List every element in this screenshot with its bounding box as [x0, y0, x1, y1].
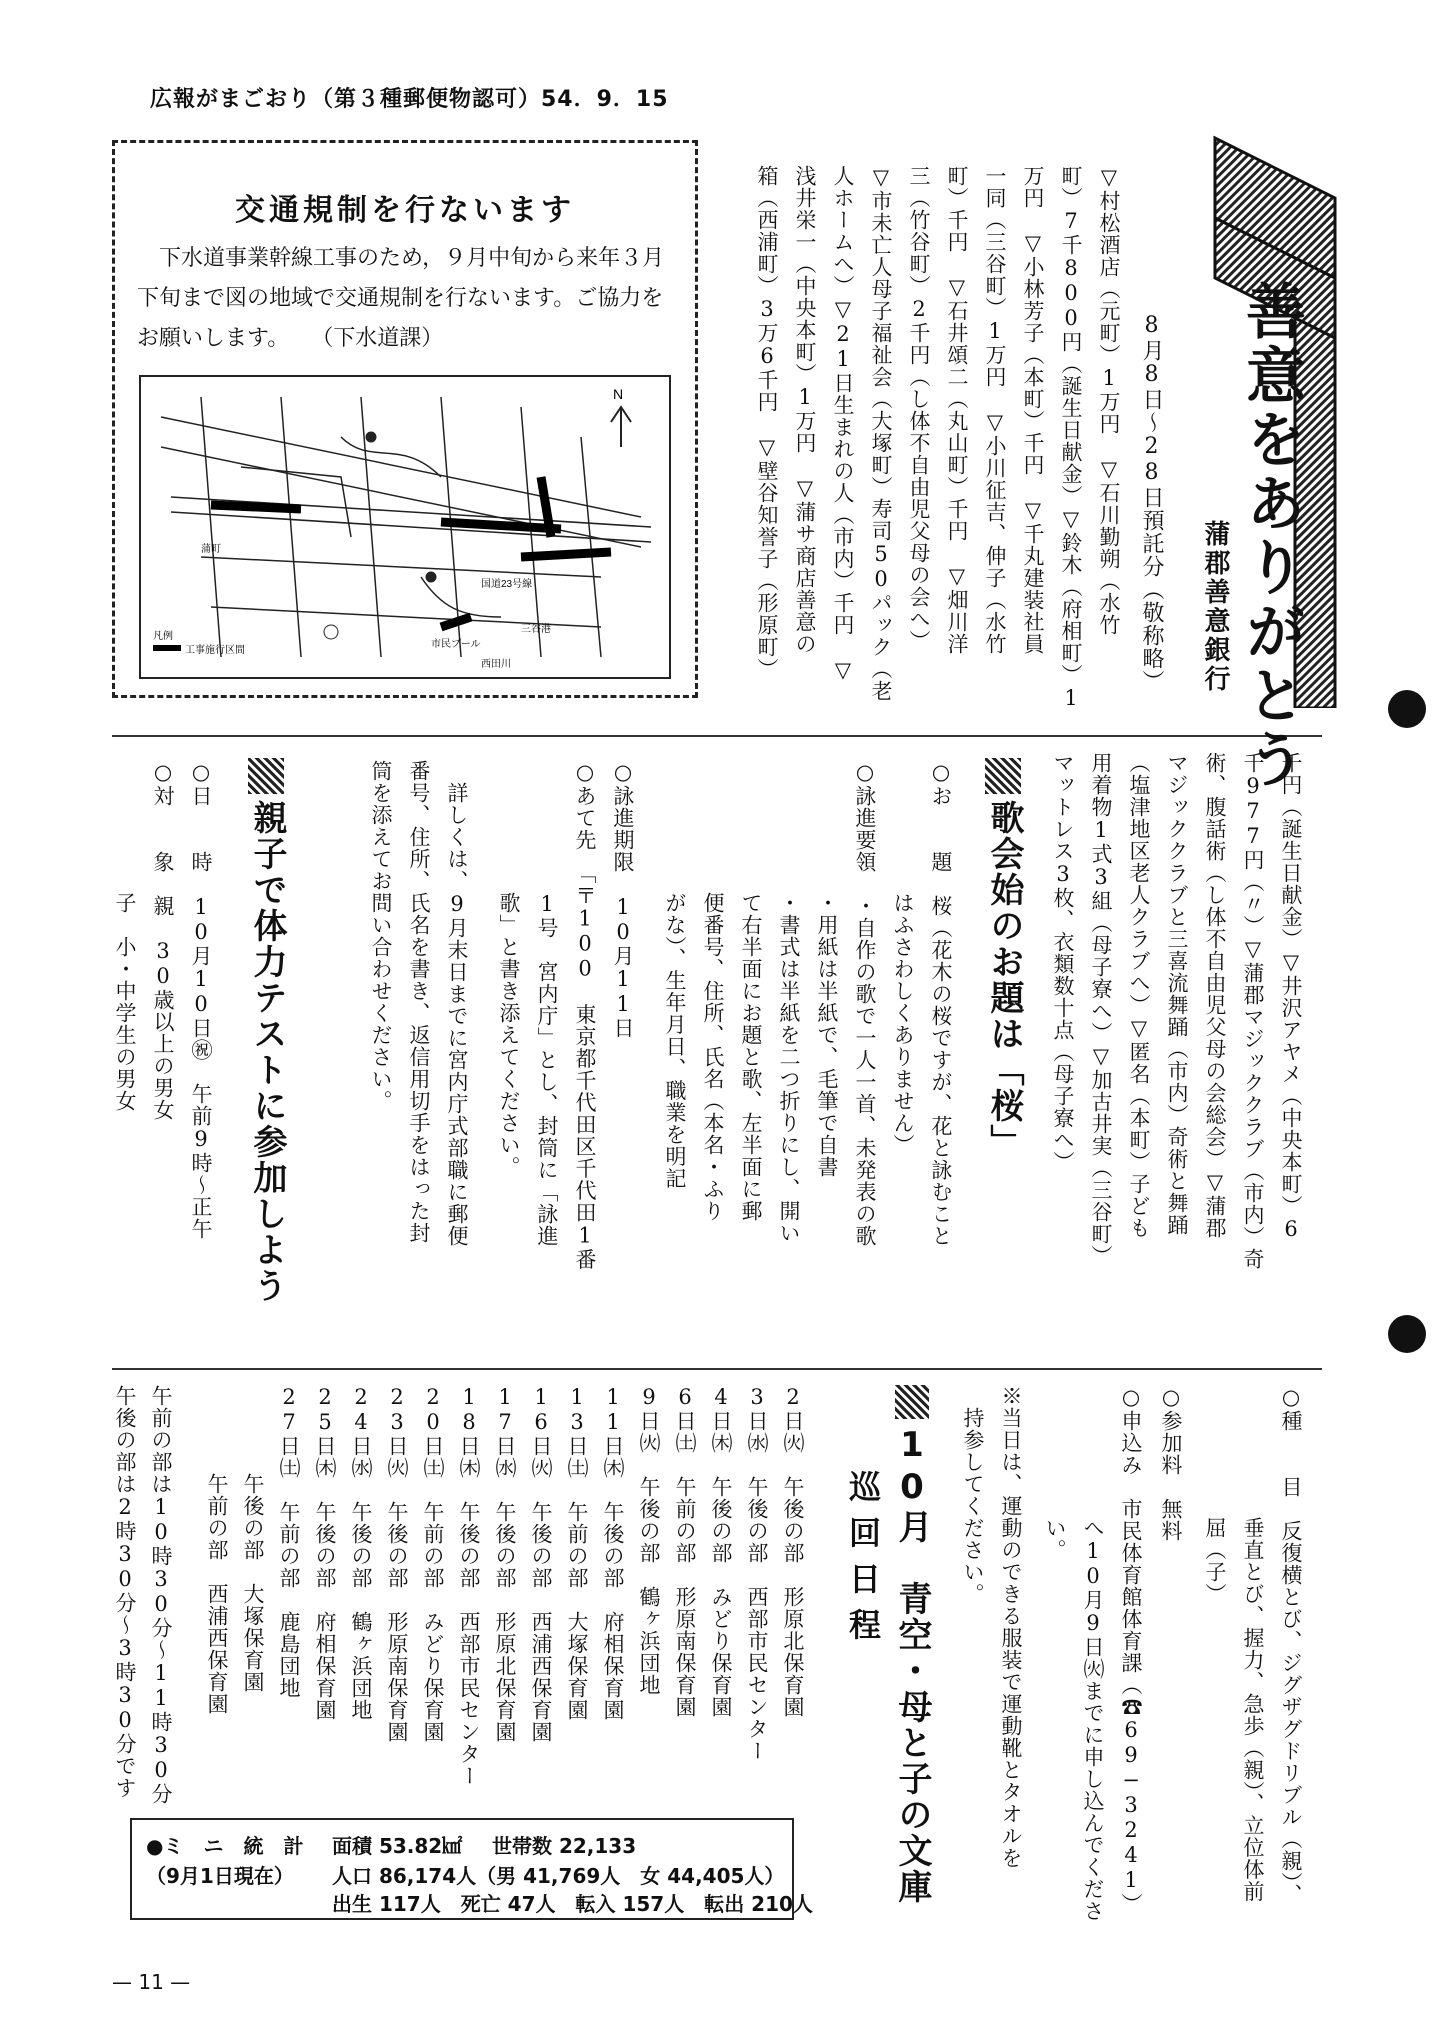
map-legend-label: 工事施行区間: [185, 645, 245, 656]
margin-dot: [1388, 690, 1426, 728]
goodwill-line: 人ホームへ）▽21日生まれの人（市内）千円 ▽: [831, 165, 855, 683]
fitness-line: 屈（子）: [1203, 1385, 1227, 1605]
fitness-line: ○対 象 親 30歳以上の男女: [151, 760, 175, 1121]
schedule-row: 20日㈯ 午前の部 みどり保育園: [421, 1385, 445, 1743]
traffic-notice-body: 下水道事業幹線工事のため，９月中旬から来年３月下旬まで図の地域で交通規制を行ないます。ご協力をお願いします。 （下水道課）: [137, 246, 665, 351]
fitness-line: へ10月9日㈫までに申し込んでくださ: [1081, 1385, 1105, 1922]
fitness-line: ○日 時 10月10日㊗ 午前9時〜正午: [189, 760, 213, 1240]
map-north-label: N: [613, 386, 624, 402]
goodwill-line: 箱（西浦町）3万6千円 ▽壁谷知誉子（形原町）: [755, 165, 779, 680]
utakai-line: 歌」と書き添えてください。: [497, 760, 521, 1178]
goodwill-line: （塩津地区老人クラブへ）▽匿名（本町）子ども: [1127, 752, 1151, 1239]
schedule-row: 4日㈭ 午後の部 みどり保育園: [709, 1385, 733, 1718]
utakai-line: ○詠進要領 ・自作の歌で一人一首、未発表の歌: [853, 760, 877, 1247]
goodwill-line: 三（竹谷町）2千円（し体不自由児父母の会へ）: [907, 165, 931, 652]
margin-dot: [1388, 1315, 1426, 1353]
schedule-row: 17日㈬ 午後の部 形原北保育園: [493, 1385, 517, 1743]
schedule-row: 午後の部 大塚保育園: [241, 1385, 265, 1693]
fitness-line: 持参してください。: [961, 1385, 985, 1605]
stats-label: ●ミ ニ 統 計: [146, 1834, 304, 1858]
goodwill-line: マットレス3枚、衣類数十点（母子寮へ）: [1051, 752, 1075, 1173]
hatch-bullet: [985, 758, 1021, 794]
goodwill-line: ▽村松酒店（元町）1万円 ▽石川勤朔（水竹: [1097, 165, 1121, 636]
schedule-row: 16日㈫ 午後の部 西浦西保育園: [529, 1385, 553, 1743]
utakai-line: 便番号、住所、氏名（本名・ふり: [701, 760, 725, 1222]
fitness-line: ○参加料 無料: [1159, 1385, 1183, 1542]
goodwill-line: 千円（誕生日献金）▽井沢アヤメ（中央本町）6: [1279, 752, 1303, 1242]
utakai-line: ・用紙は半紙で、毛筆で自書: [815, 760, 839, 1178]
schedule-row: 18日㈭ 午後の部 西部市民センター: [457, 1385, 481, 1787]
schedule-row: 3日㈬ 午後の部 西部市民センター: [745, 1385, 769, 1762]
schedule-row: 27日㈯ 午前の部 鹿島団地: [277, 1385, 301, 1699]
goodwill-line: 用着物1式3組（母子寮へ）▽加古井実（三谷町）: [1089, 752, 1113, 1267]
map-label-pool: 市民プール: [431, 639, 481, 650]
goodwill-subtitle: 蒲郡善意銀行: [1200, 520, 1230, 694]
schedule-note: 午後の部は2時30分〜3時30分です: [113, 1385, 137, 1799]
goodwill-line: 町）千円 ▽石井頌二（丸山町）千円 ▽畑川洋: [945, 165, 969, 655]
schedule-row: 24日㈬ 午後の部 鶴ヶ浜団地: [349, 1385, 373, 1721]
stats-area: 面積 53.82㎢: [332, 1834, 463, 1858]
fitness-line: 子 小・中学生の男女: [113, 760, 137, 1112]
fitness-title: 親子で体力テストに参加しよう: [247, 800, 287, 1304]
map-label-town: 蒲町: [201, 544, 221, 555]
fitness-line: 垂直とび、握力、急歩（親）、立位体前: [1241, 1385, 1265, 1903]
utakai-line: ○あて先 「〒100 東京都千代田区千代田1番: [573, 760, 597, 1271]
fitness-line: ※当日は、運動のできる服装で運動靴とタオルを: [999, 1385, 1023, 1869]
schedule-row: 6日㈯ 午前の部 形原南保育園: [673, 1385, 697, 1718]
stats-households: 世帯数 22,133: [492, 1834, 637, 1858]
utakai-line: ○詠進期限 10月11日: [611, 760, 635, 1039]
fitness-line: ○申込み 市民体育館体育課（☎69−3241）: [1119, 1385, 1143, 1915]
utakai-line: て右半面にお題と歌、左半面に郵: [739, 760, 763, 1222]
stats-movement: 出生 117人 死亡 47人 転入 157人 転出 210人: [332, 1892, 813, 1916]
map-label-road: 国道23号線: [481, 579, 533, 590]
utakai-line: 詳しくは、9月末日までに宮内庁式部職に郵便: [445, 760, 469, 1247]
goodwill-line: 千977円（〃）▽蒲郡マジッククラブ（市内）奇: [1241, 752, 1265, 1270]
goodwill-line: 術、腹話術（し体不自由児父母の会総会）▽蒲郡: [1203, 752, 1227, 1239]
schedule-row: 25日㈭ 午後の部 府相保育園: [313, 1385, 337, 1721]
divider-middle: [112, 1368, 1322, 1370]
schedule-row: 2日㈫ 午後の部 形原北保育園: [781, 1385, 805, 1718]
mini-stats-box: [130, 1818, 813, 1920]
schedule-row: 13日㈯ 午前の部 大塚保育園: [565, 1385, 589, 1721]
fitness-line: ○種 目 反復横とび、ジグザグドリブル（親）、: [1279, 1385, 1303, 1906]
hatch-bullet: [248, 758, 284, 794]
stats-population: 人口 86,174人（男 41,769人 女 44,405人）: [332, 1864, 785, 1888]
goodwill-line: 万円 ▽小林芳子（本町）千円 ▽千丸建装社員: [1021, 165, 1045, 655]
masthead: 広報がまごおり（第３種郵便物認可）54．9．15: [150, 87, 669, 112]
page-number: — 11 —: [112, 1970, 191, 1994]
schedule-row: 9日㈫ 午後の部 鶴ヶ浜団地: [637, 1385, 661, 1696]
bunko-subtitle: 巡回日程: [844, 1470, 882, 1654]
utakai-line: ○お 題 桜（花木の桜ですが、花と詠むこと: [929, 760, 953, 1247]
goodwill-line: 町）7千800円（誕生日献金）▽鈴木（府相町）1: [1059, 165, 1083, 711]
traffic-notice-box: [112, 140, 698, 698]
stats-date: （9月1日現在）: [146, 1864, 294, 1888]
divider-top: [112, 735, 1322, 737]
utakai-line: がな）、生年月日、職業を明記: [663, 760, 687, 1190]
map-label-port: 三谷港: [521, 624, 551, 635]
hatch-bullet: [895, 1385, 929, 1419]
goodwill-line: マジッククラブと三喜流舞踊（市内）奇術と舞踊: [1165, 752, 1189, 1236]
map-legend-title: 凡例: [153, 631, 173, 642]
bunko-title: 10月 青空・母と子の文庫: [892, 1425, 932, 1905]
goodwill-line: 浅井栄一（中央本町）1万円 ▽蒲サ商店善意の: [793, 165, 817, 655]
utakai-line: 1号 宮内庁」とし、封筒に「詠進: [535, 760, 559, 1247]
utakai-line: ・書式は半紙を二つ折りにし、開い: [777, 760, 801, 1244]
schedule-row: 11日㈭ 午後の部 府相保育園: [601, 1385, 625, 1721]
traffic-notice-title: 交通規制を行ないます: [235, 193, 575, 228]
schedule-row: 午前の部 西浦西保育園: [205, 1385, 229, 1715]
utakai-line: 番号、住所、氏名を書き、返信用切手をはった封: [407, 760, 431, 1244]
map-label-river: 西田川: [481, 659, 511, 670]
utakai-line: はふさわしくありません）: [891, 760, 915, 1156]
goodwill-line: 一同（三谷町）1万円 ▽小川征吉、伸子（水竹: [983, 165, 1007, 655]
traffic-map: [139, 375, 671, 679]
goodwill-title: 善意をありがとう: [1236, 280, 1306, 792]
fitness-line: い。: [1043, 1385, 1067, 1561]
schedule-row: 23日㈫ 午後の部 形原南保育園: [385, 1385, 409, 1743]
utakai-title: 歌会始のお題は「桜」: [984, 800, 1024, 1160]
utakai-line: 筒を添えてお問い合わせください。: [369, 760, 393, 1112]
goodwill-period: 8月8日〜28日預託分（敬称略）: [1139, 313, 1164, 693]
schedule-note: 午前の部は10時30分〜11時30分: [149, 1385, 173, 1805]
goodwill-line: ▽市未亡人母子福祉会（大塚町）寿司50パック（老: [869, 165, 893, 702]
